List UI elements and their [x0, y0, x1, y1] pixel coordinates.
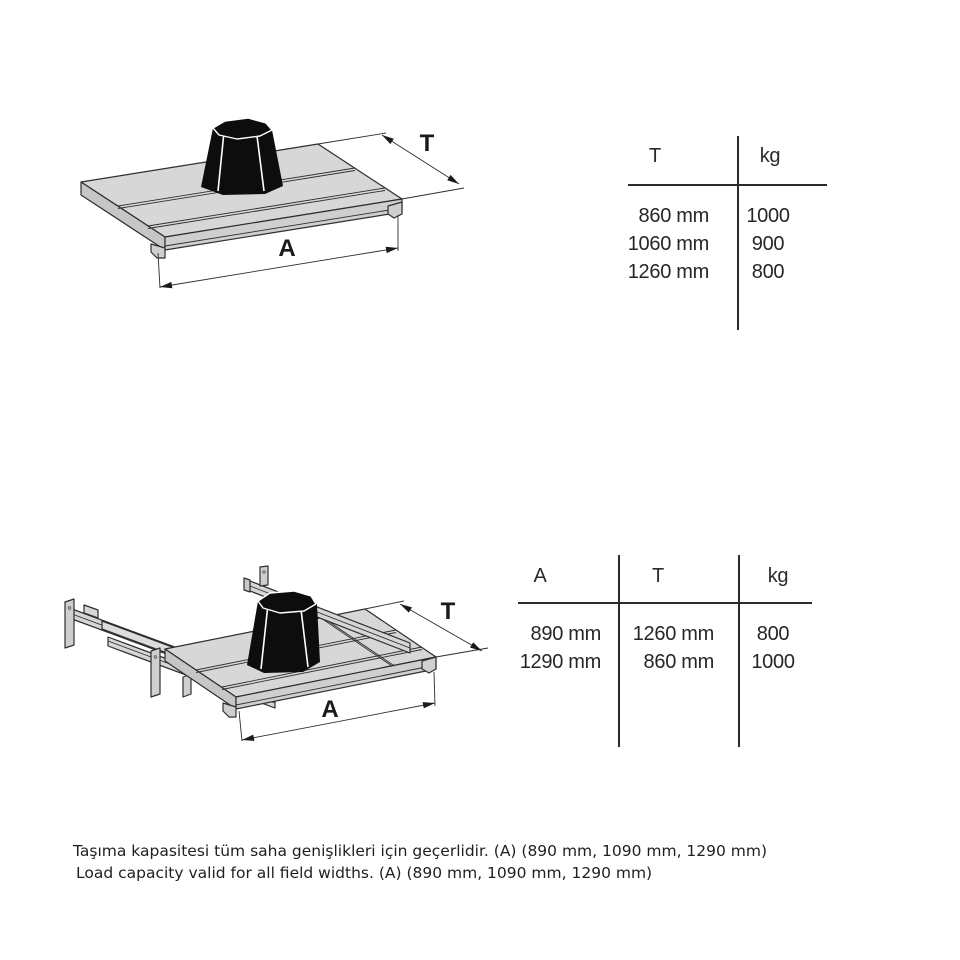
load-capacity-table-width-depth [490, 560, 810, 760]
dimension-label-width: A [278, 235, 296, 262]
footnote [73, 841, 767, 884]
column-header-kg: kg [767, 565, 789, 587]
cell-depth: 860 mm [638, 205, 709, 227]
cell-depth: 1060 mm [627, 233, 709, 255]
cell-capacity: 800 [751, 261, 785, 283]
figure-top-platform [55, 95, 475, 315]
table-row [600, 258, 840, 286]
table-row [600, 230, 840, 258]
table-row [600, 202, 840, 230]
load-block [201, 118, 283, 195]
cell-depth: 860 mm [643, 651, 714, 673]
column-header-kg: kg [759, 145, 781, 167]
figure-top-drawing [55, 95, 475, 315]
column-header-T: T [649, 145, 661, 167]
dimension-label-depth: T [419, 130, 435, 157]
column-header-A: A [533, 565, 547, 587]
cell-capacity: 900 [751, 233, 785, 255]
cell-width: 1290 mm [519, 651, 601, 673]
table-row [490, 648, 810, 676]
cell-capacity: 800 [756, 623, 790, 645]
cell-capacity: 1000 [751, 651, 795, 673]
footnote-line-english: Load capacity valid for all field widths. (A) (890 mm, 1090 mm, 1290 mm) [76, 863, 653, 882]
cell-depth: 1260 mm [627, 261, 709, 283]
figure-bottom-pullout-platform [40, 545, 500, 785]
table-row [490, 620, 810, 648]
load-block [247, 591, 320, 673]
cell-capacity: 1000 [746, 205, 790, 227]
cell-depth: 1260 mm [632, 623, 714, 645]
footnote-line-turkish: Taşıma kapasitesi tüm saha genişlikleri için geçerlidir. (A) (890 mm, 1090 mm, 1290 mm) [73, 842, 768, 860]
figure-bottom-drawing [40, 545, 500, 785]
cell-width: 890 mm [530, 623, 601, 645]
load-capacity-table-depth [600, 140, 840, 340]
column-header-T: T [652, 565, 664, 587]
table-header-rule [518, 602, 812, 604]
table-header-rule [628, 184, 827, 186]
dimension-label-width: A [321, 696, 339, 723]
dimension-label-depth: T [440, 598, 456, 625]
